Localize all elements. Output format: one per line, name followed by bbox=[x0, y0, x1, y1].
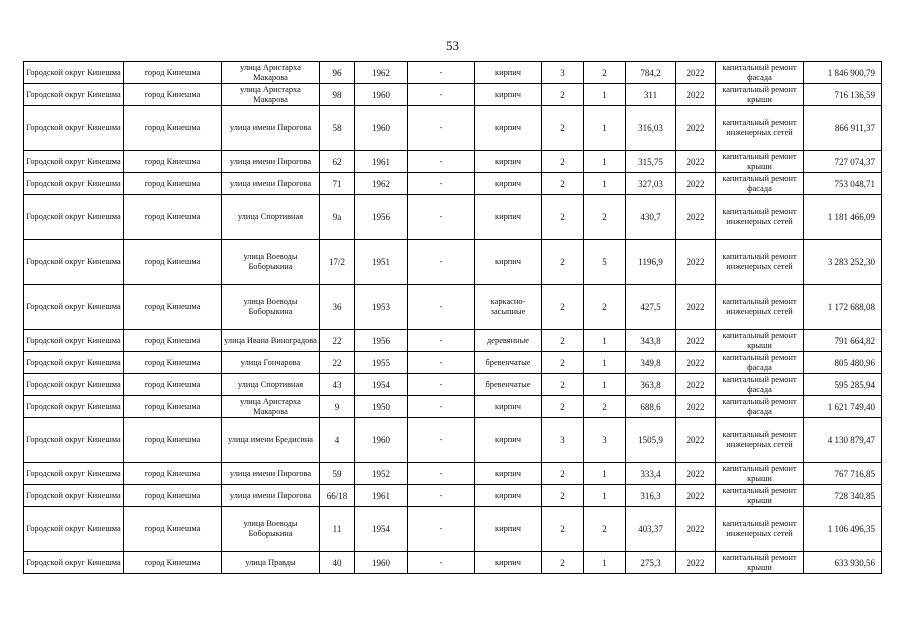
house-number-cell: 17/2 bbox=[320, 240, 355, 285]
floors-cell: 2 bbox=[542, 374, 584, 396]
empty-value-cell: - bbox=[408, 151, 475, 173]
wall-material-cell: кирпич bbox=[475, 552, 542, 574]
district-cell: Городской округ Кинешма bbox=[24, 463, 124, 485]
area-cell: 316,03 bbox=[626, 106, 676, 151]
plan-year-cell: 2022 bbox=[676, 485, 716, 507]
area-cell: 430,7 bbox=[626, 195, 676, 240]
city-cell: город Кинешма bbox=[124, 240, 222, 285]
street-cell: улица имени Пирогова bbox=[222, 173, 320, 195]
empty-value-cell: - bbox=[408, 173, 475, 195]
wall-material-cell: кирпич bbox=[475, 507, 542, 552]
empty-value-cell: - bbox=[408, 374, 475, 396]
city-cell: город Кинешма bbox=[124, 195, 222, 240]
repair-work-cell: капитальный ремонт крыши bbox=[716, 552, 804, 574]
floors-cell: 2 bbox=[542, 396, 584, 418]
repair-work-cell: капитальный ремонт фасада bbox=[716, 396, 804, 418]
table-body bbox=[24, 62, 882, 574]
repair-work-cell: капитальный ремонт крыши bbox=[716, 463, 804, 485]
floors-cell: 2 bbox=[542, 195, 584, 240]
area-cell: 333,4 bbox=[626, 463, 676, 485]
city-cell: город Кинешма bbox=[124, 507, 222, 552]
house-number-cell: 66/18 bbox=[320, 485, 355, 507]
floors-cell: 2 bbox=[542, 173, 584, 195]
plan-year-cell: 2022 bbox=[676, 374, 716, 396]
plan-year-cell: 2022 bbox=[676, 507, 716, 552]
table-row bbox=[24, 485, 882, 507]
district-cell: Городской округ Кинешма bbox=[24, 195, 124, 240]
wall-material-cell: кирпич bbox=[475, 173, 542, 195]
wall-material-cell: бревенчатые bbox=[475, 352, 542, 374]
plan-year-cell: 2022 bbox=[676, 195, 716, 240]
wall-material-cell: кирпич bbox=[475, 106, 542, 151]
house-number-cell: 11 bbox=[320, 507, 355, 552]
wall-material-cell: кирпич bbox=[475, 195, 542, 240]
cost-cell: 727 074,37 bbox=[804, 151, 882, 173]
district-cell: Городской округ Кинешма bbox=[24, 240, 124, 285]
area-cell: 343,8 bbox=[626, 330, 676, 352]
floors-cell: 2 bbox=[542, 485, 584, 507]
repair-work-cell: капитальный ремонт инженерных сетей bbox=[716, 195, 804, 240]
area-cell: 315,75 bbox=[626, 151, 676, 173]
entrances-cell: 1 bbox=[584, 352, 626, 374]
build-year-cell: 1961 bbox=[355, 485, 408, 507]
build-year-cell: 1954 bbox=[355, 507, 408, 552]
cost-cell: 1 106 496,35 bbox=[804, 507, 882, 552]
empty-value-cell: - bbox=[408, 84, 475, 106]
city-cell: город Кинешма bbox=[124, 396, 222, 418]
city-cell: город Кинешма bbox=[124, 418, 222, 463]
district-cell: Городской округ Кинешма bbox=[24, 507, 124, 552]
area-cell: 311 bbox=[626, 84, 676, 106]
entrances-cell: 1 bbox=[584, 485, 626, 507]
house-number-cell: 71 bbox=[320, 173, 355, 195]
housing-repair-table bbox=[23, 61, 882, 574]
floors-cell: 3 bbox=[542, 418, 584, 463]
area-cell: 316,3 bbox=[626, 485, 676, 507]
street-cell: улица Правды bbox=[222, 552, 320, 574]
build-year-cell: 1960 bbox=[355, 84, 408, 106]
house-number-cell: 59 bbox=[320, 463, 355, 485]
cost-cell: 753 048,71 bbox=[804, 173, 882, 195]
table-row bbox=[24, 396, 882, 418]
house-number-cell: 58 bbox=[320, 106, 355, 151]
floors-cell: 2 bbox=[542, 330, 584, 352]
empty-value-cell: - bbox=[408, 396, 475, 418]
entrances-cell: 2 bbox=[584, 507, 626, 552]
house-number-cell: 43 bbox=[320, 374, 355, 396]
cost-cell: 716 136,59 bbox=[804, 84, 882, 106]
district-cell: Городской округ Кинешма bbox=[24, 552, 124, 574]
cost-cell: 791 664,82 bbox=[804, 330, 882, 352]
build-year-cell: 1951 bbox=[355, 240, 408, 285]
area-cell: 427,5 bbox=[626, 285, 676, 330]
house-number-cell: 40 bbox=[320, 552, 355, 574]
table-row bbox=[24, 62, 882, 84]
floors-cell: 2 bbox=[542, 352, 584, 374]
repair-work-cell: капитальный ремонт крыши bbox=[716, 330, 804, 352]
cost-cell: 866 911,37 bbox=[804, 106, 882, 151]
plan-year-cell: 2022 bbox=[676, 62, 716, 84]
area-cell: 349,8 bbox=[626, 352, 676, 374]
city-cell: город Кинешма bbox=[124, 84, 222, 106]
entrances-cell: 1 bbox=[584, 330, 626, 352]
build-year-cell: 1953 bbox=[355, 285, 408, 330]
repair-work-cell: капитальный ремонт инженерных сетей bbox=[716, 285, 804, 330]
district-cell: Городской округ Кинешма bbox=[24, 151, 124, 173]
empty-value-cell: - bbox=[408, 463, 475, 485]
plan-year-cell: 2022 bbox=[676, 552, 716, 574]
entrances-cell: 1 bbox=[584, 151, 626, 173]
wall-material-cell: кирпич bbox=[475, 151, 542, 173]
empty-value-cell: - bbox=[408, 195, 475, 240]
cost-cell: 767 716,85 bbox=[804, 463, 882, 485]
house-number-cell: 4 bbox=[320, 418, 355, 463]
house-number-cell: 96 bbox=[320, 62, 355, 84]
area-cell: 784,2 bbox=[626, 62, 676, 84]
cost-cell: 1 846 900,79 bbox=[804, 62, 882, 84]
district-cell: Городской округ Кинешма bbox=[24, 485, 124, 507]
city-cell: город Кинешма bbox=[124, 330, 222, 352]
floors-cell: 3 bbox=[542, 62, 584, 84]
city-cell: город Кинешма bbox=[124, 485, 222, 507]
build-year-cell: 1952 bbox=[355, 463, 408, 485]
cost-cell: 1 181 466,09 bbox=[804, 195, 882, 240]
city-cell: город Кинешма bbox=[124, 552, 222, 574]
build-year-cell: 1960 bbox=[355, 552, 408, 574]
repair-work-cell: капитальный ремонт фасада bbox=[716, 62, 804, 84]
street-cell: улица имени Бредисина bbox=[222, 418, 320, 463]
floors-cell: 2 bbox=[542, 240, 584, 285]
entrances-cell: 3 bbox=[584, 418, 626, 463]
house-number-cell: 62 bbox=[320, 151, 355, 173]
city-cell: город Кинешма bbox=[124, 173, 222, 195]
district-cell: Городской округ Кинешма bbox=[24, 352, 124, 374]
entrances-cell: 1 bbox=[584, 374, 626, 396]
area-cell: 1196,9 bbox=[626, 240, 676, 285]
table-row bbox=[24, 374, 882, 396]
wall-material-cell: кирпич bbox=[475, 463, 542, 485]
house-number-cell: 22 bbox=[320, 330, 355, 352]
cost-cell: 595 285,94 bbox=[804, 374, 882, 396]
empty-value-cell: - bbox=[408, 240, 475, 285]
repair-work-cell: капитальный ремонт фасада bbox=[716, 173, 804, 195]
table-row bbox=[24, 463, 882, 485]
repair-work-cell: капитальный ремонт инженерных сетей bbox=[716, 418, 804, 463]
plan-year-cell: 2022 bbox=[676, 463, 716, 485]
house-number-cell: 9 bbox=[320, 396, 355, 418]
table-row bbox=[24, 173, 882, 195]
plan-year-cell: 2022 bbox=[676, 151, 716, 173]
street-cell: улица имени Пирогова bbox=[222, 485, 320, 507]
street-cell: улица имени Пирогова bbox=[222, 463, 320, 485]
entrances-cell: 1 bbox=[584, 173, 626, 195]
build-year-cell: 1962 bbox=[355, 62, 408, 84]
repair-work-cell: капитальный ремонт крыши bbox=[716, 485, 804, 507]
district-cell: Городской округ Кинешма bbox=[24, 418, 124, 463]
plan-year-cell: 2022 bbox=[676, 352, 716, 374]
area-cell: 363,8 bbox=[626, 374, 676, 396]
build-year-cell: 1954 bbox=[355, 374, 408, 396]
plan-year-cell: 2022 bbox=[676, 106, 716, 151]
street-cell: улица Воеводы Боборыкина bbox=[222, 507, 320, 552]
repair-work-cell: капитальный ремонт фасада bbox=[716, 374, 804, 396]
table-row bbox=[24, 418, 882, 463]
house-number-cell: 22 bbox=[320, 352, 355, 374]
district-cell: Городской округ Кинешма bbox=[24, 285, 124, 330]
table-row bbox=[24, 330, 882, 352]
cost-cell: 4 130 879,47 bbox=[804, 418, 882, 463]
district-cell: Городской округ Кинешма bbox=[24, 173, 124, 195]
city-cell: город Кинешма bbox=[124, 62, 222, 84]
plan-year-cell: 2022 bbox=[676, 396, 716, 418]
wall-material-cell: кирпич bbox=[475, 396, 542, 418]
area-cell: 327,03 bbox=[626, 173, 676, 195]
city-cell: город Кинешма bbox=[124, 463, 222, 485]
empty-value-cell: - bbox=[408, 418, 475, 463]
floors-cell: 2 bbox=[542, 285, 584, 330]
build-year-cell: 1950 bbox=[355, 396, 408, 418]
floors-cell: 2 bbox=[542, 151, 584, 173]
wall-material-cell: каркасно-засыпные bbox=[475, 285, 542, 330]
wall-material-cell: кирпич bbox=[475, 84, 542, 106]
house-number-cell: 98 bbox=[320, 84, 355, 106]
cost-cell: 805 480,96 bbox=[804, 352, 882, 374]
table-row bbox=[24, 552, 882, 574]
street-cell: улица имени Пирогова bbox=[222, 106, 320, 151]
district-cell: Городской округ Кинешма bbox=[24, 106, 124, 151]
street-cell: улица Спортивная bbox=[222, 195, 320, 240]
cost-cell: 633 930,56 bbox=[804, 552, 882, 574]
street-cell: улица Аристарха Макарова bbox=[222, 62, 320, 84]
entrances-cell: 2 bbox=[584, 285, 626, 330]
page-number: 53 bbox=[446, 38, 459, 53]
build-year-cell: 1961 bbox=[355, 151, 408, 173]
repair-work-cell: капитальный ремонт фасада bbox=[716, 352, 804, 374]
entrances-cell: 1 bbox=[584, 552, 626, 574]
district-cell: Городской округ Кинешма bbox=[24, 84, 124, 106]
district-cell: Городской округ Кинешма bbox=[24, 330, 124, 352]
wall-material-cell: кирпич bbox=[475, 418, 542, 463]
repair-work-cell: капитальный ремонт инженерных сетей bbox=[716, 106, 804, 151]
empty-value-cell: - bbox=[408, 62, 475, 84]
plan-year-cell: 2022 bbox=[676, 84, 716, 106]
area-cell: 275,3 bbox=[626, 552, 676, 574]
plan-year-cell: 2022 bbox=[676, 285, 716, 330]
empty-value-cell: - bbox=[408, 485, 475, 507]
cost-cell: 3 283 252,30 bbox=[804, 240, 882, 285]
wall-material-cell: кирпич bbox=[475, 62, 542, 84]
floors-cell: 2 bbox=[542, 84, 584, 106]
build-year-cell: 1962 bbox=[355, 173, 408, 195]
city-cell: город Кинешма bbox=[124, 106, 222, 151]
house-number-cell: 9а bbox=[320, 195, 355, 240]
build-year-cell: 1960 bbox=[355, 418, 408, 463]
city-cell: город Кинешма bbox=[124, 374, 222, 396]
wall-material-cell: кирпич bbox=[475, 485, 542, 507]
entrances-cell: 2 bbox=[584, 62, 626, 84]
plan-year-cell: 2022 bbox=[676, 330, 716, 352]
floors-cell: 2 bbox=[542, 463, 584, 485]
entrances-cell: 2 bbox=[584, 396, 626, 418]
empty-value-cell: - bbox=[408, 507, 475, 552]
wall-material-cell: деревянные bbox=[475, 330, 542, 352]
entrances-cell: 2 bbox=[584, 195, 626, 240]
plan-year-cell: 2022 bbox=[676, 173, 716, 195]
plan-year-cell: 2022 bbox=[676, 418, 716, 463]
entrances-cell: 1 bbox=[584, 84, 626, 106]
street-cell: улица Аристарха Макарова bbox=[222, 396, 320, 418]
table-row bbox=[24, 285, 882, 330]
wall-material-cell: кирпич bbox=[475, 240, 542, 285]
table-row bbox=[24, 84, 882, 106]
city-cell: город Кинешма bbox=[124, 151, 222, 173]
build-year-cell: 1956 bbox=[355, 195, 408, 240]
build-year-cell: 1955 bbox=[355, 352, 408, 374]
empty-value-cell: - bbox=[408, 330, 475, 352]
area-cell: 1505,9 bbox=[626, 418, 676, 463]
area-cell: 688,6 bbox=[626, 396, 676, 418]
street-cell: улица Воеводы Боборыкина bbox=[222, 285, 320, 330]
table-row bbox=[24, 507, 882, 552]
cost-cell: 728 340,85 bbox=[804, 485, 882, 507]
city-cell: город Кинешма bbox=[124, 352, 222, 374]
build-year-cell: 1960 bbox=[355, 106, 408, 151]
table-row bbox=[24, 106, 882, 151]
entrances-cell: 1 bbox=[584, 463, 626, 485]
repair-work-cell: капитальный ремонт инженерных сетей bbox=[716, 240, 804, 285]
wall-material-cell: бревенчатые bbox=[475, 374, 542, 396]
house-number-cell: 36 bbox=[320, 285, 355, 330]
repair-work-cell: капитальный ремонт инженерных сетей bbox=[716, 507, 804, 552]
street-cell: улица Воеводы Боборыкина bbox=[222, 240, 320, 285]
city-cell: город Кинешма bbox=[124, 285, 222, 330]
plan-year-cell: 2022 bbox=[676, 240, 716, 285]
empty-value-cell: - bbox=[408, 552, 475, 574]
cost-cell: 1 172 688,08 bbox=[804, 285, 882, 330]
area-cell: 403,37 bbox=[626, 507, 676, 552]
repair-work-cell: капитальный ремонт крыши bbox=[716, 151, 804, 173]
district-cell: Городской округ Кинешма bbox=[24, 396, 124, 418]
floors-cell: 2 bbox=[542, 106, 584, 151]
street-cell: улица имени Пирогова bbox=[222, 151, 320, 173]
repair-work-cell: капитальный ремонт крыши bbox=[716, 84, 804, 106]
street-cell: улица Ивана Виноградова bbox=[222, 330, 320, 352]
empty-value-cell: - bbox=[408, 352, 475, 374]
floors-cell: 2 bbox=[542, 552, 584, 574]
floors-cell: 2 bbox=[542, 507, 584, 552]
table-row bbox=[24, 151, 882, 173]
table-row bbox=[24, 195, 882, 240]
build-year-cell: 1956 bbox=[355, 330, 408, 352]
table-row bbox=[24, 240, 882, 285]
empty-value-cell: - bbox=[408, 285, 475, 330]
district-cell: Городской округ Кинешма bbox=[24, 374, 124, 396]
entrances-cell: 5 bbox=[584, 240, 626, 285]
district-cell: Городской округ Кинешма bbox=[24, 62, 124, 84]
street-cell: улица Аристарха Макарова bbox=[222, 84, 320, 106]
empty-value-cell: - bbox=[408, 106, 475, 151]
street-cell: улица Спортивная bbox=[222, 374, 320, 396]
cost-cell: 1 621 749,40 bbox=[804, 396, 882, 418]
entrances-cell: 1 bbox=[584, 106, 626, 151]
street-cell: улица Гончарова bbox=[222, 352, 320, 374]
table-row bbox=[24, 352, 882, 374]
